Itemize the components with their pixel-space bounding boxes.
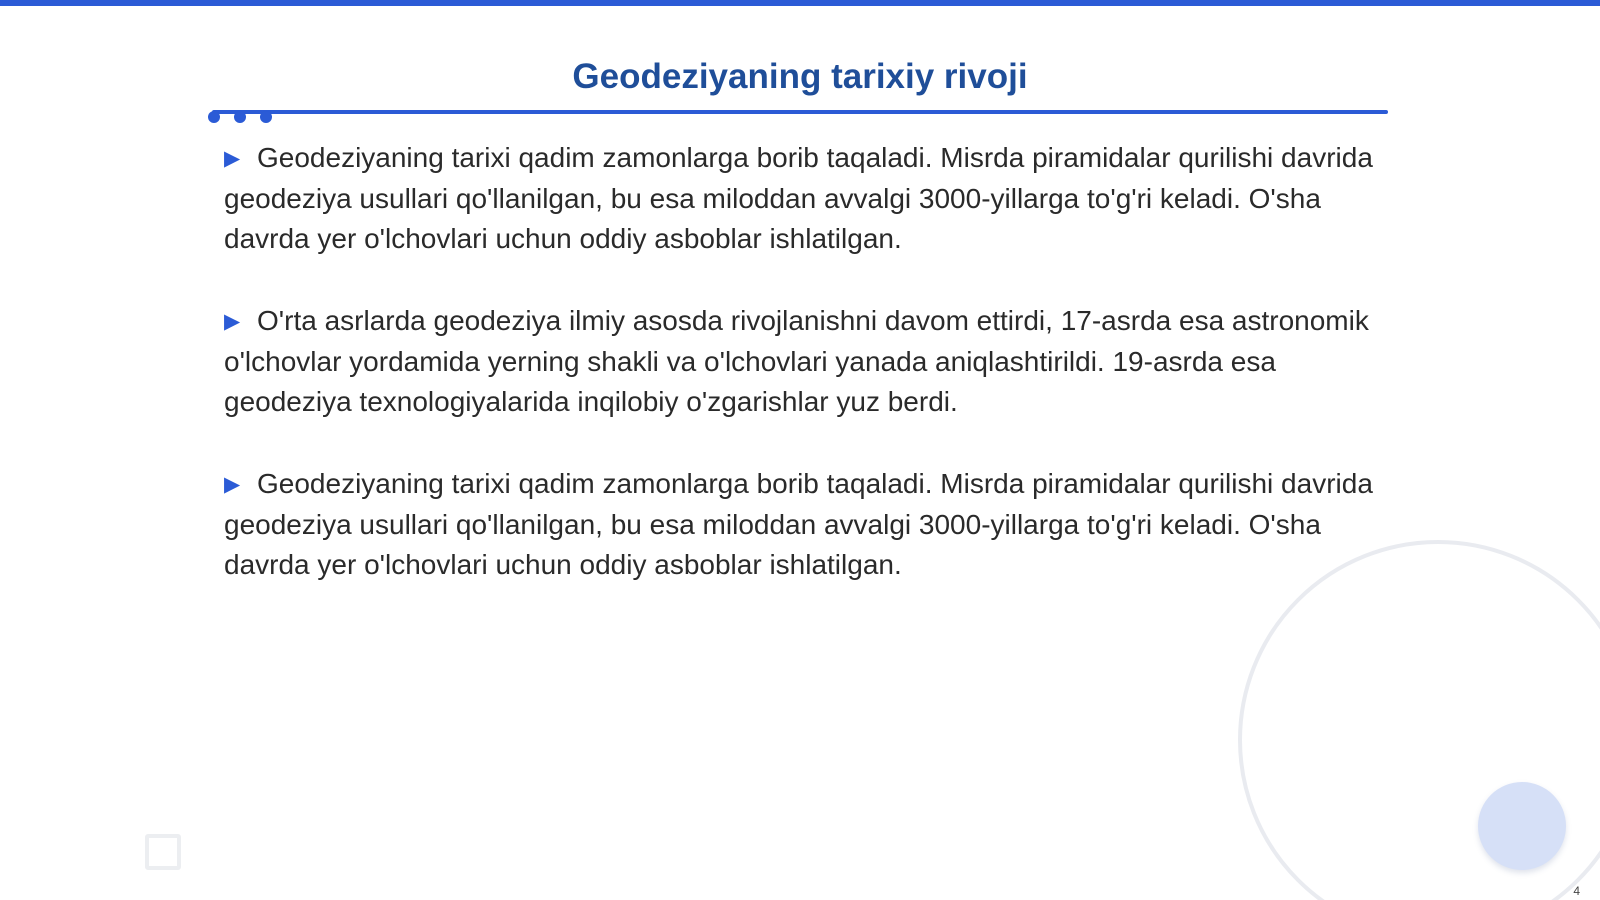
bullet-item (224, 464, 1384, 585)
decorative-circle-filled (1478, 782, 1566, 870)
slide-title: Geodeziyaning tarixiy rivoji (572, 57, 1028, 96)
bullet-item (224, 138, 1384, 259)
top-accent-bar (0, 0, 1600, 6)
bullet-triangle-icon: ▶ (224, 310, 241, 333)
page-number: 4 (1573, 884, 1580, 898)
bullet-triangle-icon: ▶ (224, 147, 241, 170)
bullet-list (224, 138, 1384, 627)
bullet-text: Geodeziyaning tarixi qadim zamonlarga borib taqaladi. Misrda piramidalar qurilishi davrida geodeziya usullari qo'llanilgan, bu esa miloddan avvalgi 3000-yillarga to'g'ri keladi. O'sha davrda yer o'lchovlari uchun oddiy asboblar ishlatilgan. (224, 142, 1373, 254)
title-underline-dot (208, 111, 220, 123)
bullet-triangle-icon: ▶ (224, 473, 241, 496)
bullet-text: Geodeziyaning tarixi qadim zamonlarga borib taqaladi. Misrda piramidalar qurilishi davrida geodeziya usullari qo'llanilgan, bu esa miloddan avvalgi 3000-yillarga to'g'ri keladi. O'sha davrda yer o'lchovlari uchun oddiy asboblar ishlatilgan. (224, 468, 1373, 580)
bullet-text: O'rta asrlarda geodeziya ilmiy asosda rivojlanishni davom ettirdi, 17-asrda esa astronomik o'lchovlar yordamida yerning shakli va o'lchovlari yanada aniqlashtirildi. 19-asrda esa geodeziya texnologiyalarida inqilobiy o'zgarishlar yuz berdi. (224, 305, 1369, 417)
title-underline-dot (234, 111, 246, 123)
title-underline-dot (260, 111, 272, 123)
title-underline (212, 110, 1388, 114)
bullet-item (224, 301, 1384, 422)
decorative-square (145, 834, 181, 870)
